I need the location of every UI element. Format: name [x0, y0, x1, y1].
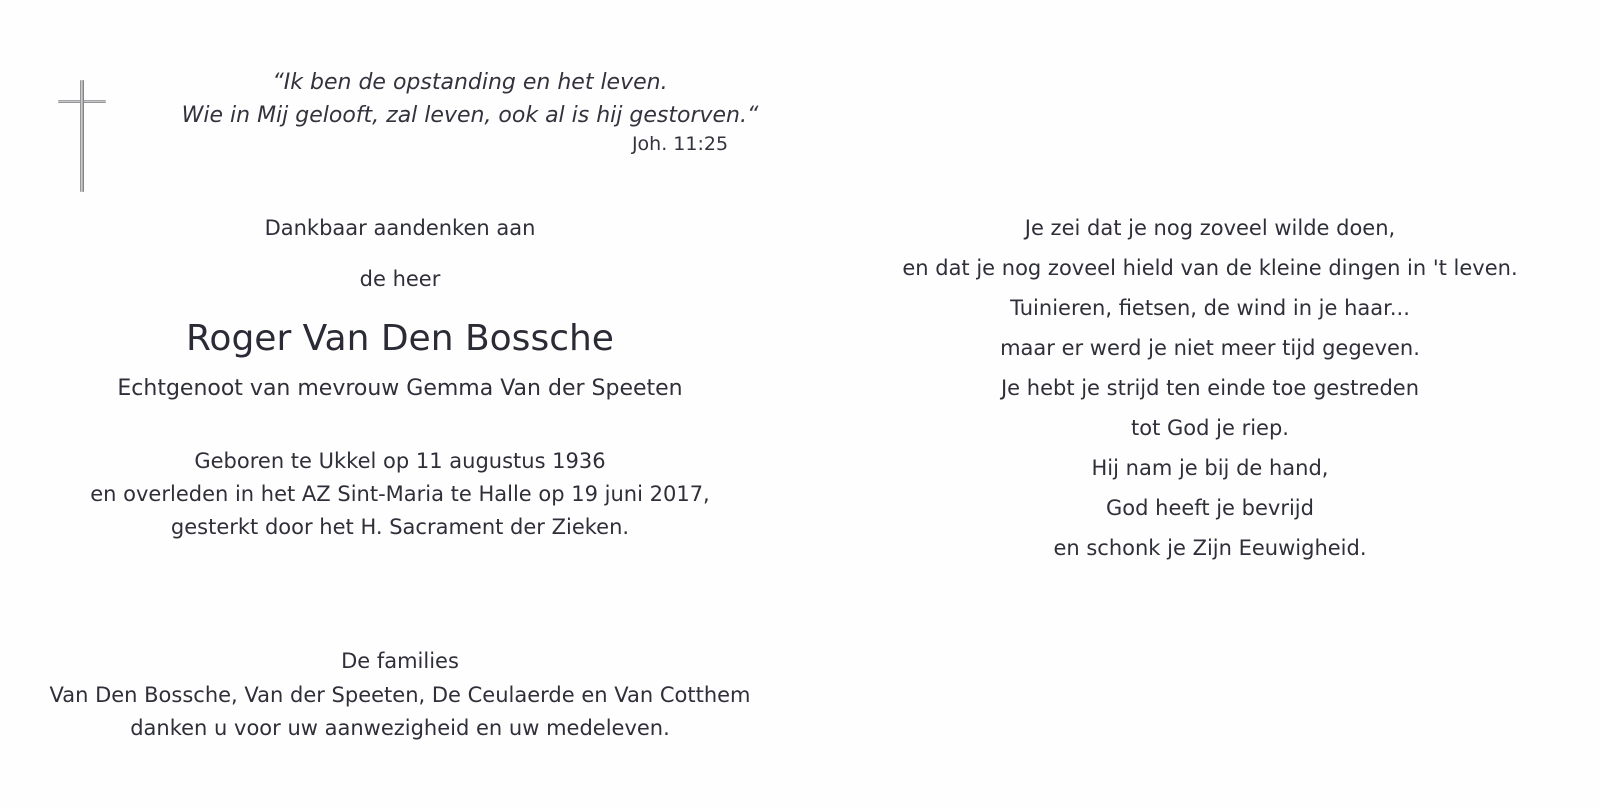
poem-line-4: maar er werd je niet meer tijd gegeven. — [1000, 336, 1420, 360]
bible-reference: Joh. 11:25 — [631, 133, 729, 155]
bible-quote-line-2: Wie in Mij gelooft, zal leven, ook al is hij gestorven.“ — [181, 103, 759, 128]
poem-line-8: God heeft je bevrijd — [1106, 496, 1314, 520]
bible-quote-line-1: “Ik ben de opstanding en het leven. — [272, 70, 668, 95]
sacrament-line: gesterkt door het H. Sacrament der Zieken. — [170, 515, 630, 539]
poem-line-1: Je zei dat je nog zoveel wilde doen, — [1024, 216, 1396, 240]
families-heading: De families — [341, 649, 459, 673]
poem-line-6: tot God je riep. — [1131, 416, 1289, 440]
birth-line: Geboren te Ukkel op 11 augustus 1936 — [194, 449, 606, 473]
poem-line-3: Tuinieren, fietsen, de wind in je haar... — [1010, 296, 1410, 320]
honorific: de heer — [359, 267, 441, 291]
poem-line-2: en dat je nog zoveel hield van de kleine dingen in 't leven. — [902, 256, 1518, 280]
families-names: Van Den Bossche, Van der Speeten, De Ceulaerde en Van Cotthem — [49, 683, 751, 707]
poem-line-5: Je hebt je strijd ten einde toe gestreden — [1000, 376, 1420, 400]
deceased-name: Roger Van Den Bossche — [186, 318, 614, 359]
thanks-line: danken u voor uw aanwezigheid en uw medeleven. — [130, 716, 670, 740]
intro-text: Dankbaar aandenken aan — [264, 216, 536, 240]
death-line: en overleden in het AZ Sint-Maria te Halle op 19 juni 2017, — [90, 482, 710, 506]
poem-line-7: Hij nam je bij de hand, — [1091, 456, 1329, 480]
spouse-line: Echtgenoot van mevrouw Gemma Van der Speeten — [117, 376, 683, 401]
poem-line-9: en schonk je Zijn Eeuwigheid. — [1053, 536, 1367, 560]
cross-icon — [58, 80, 106, 192]
